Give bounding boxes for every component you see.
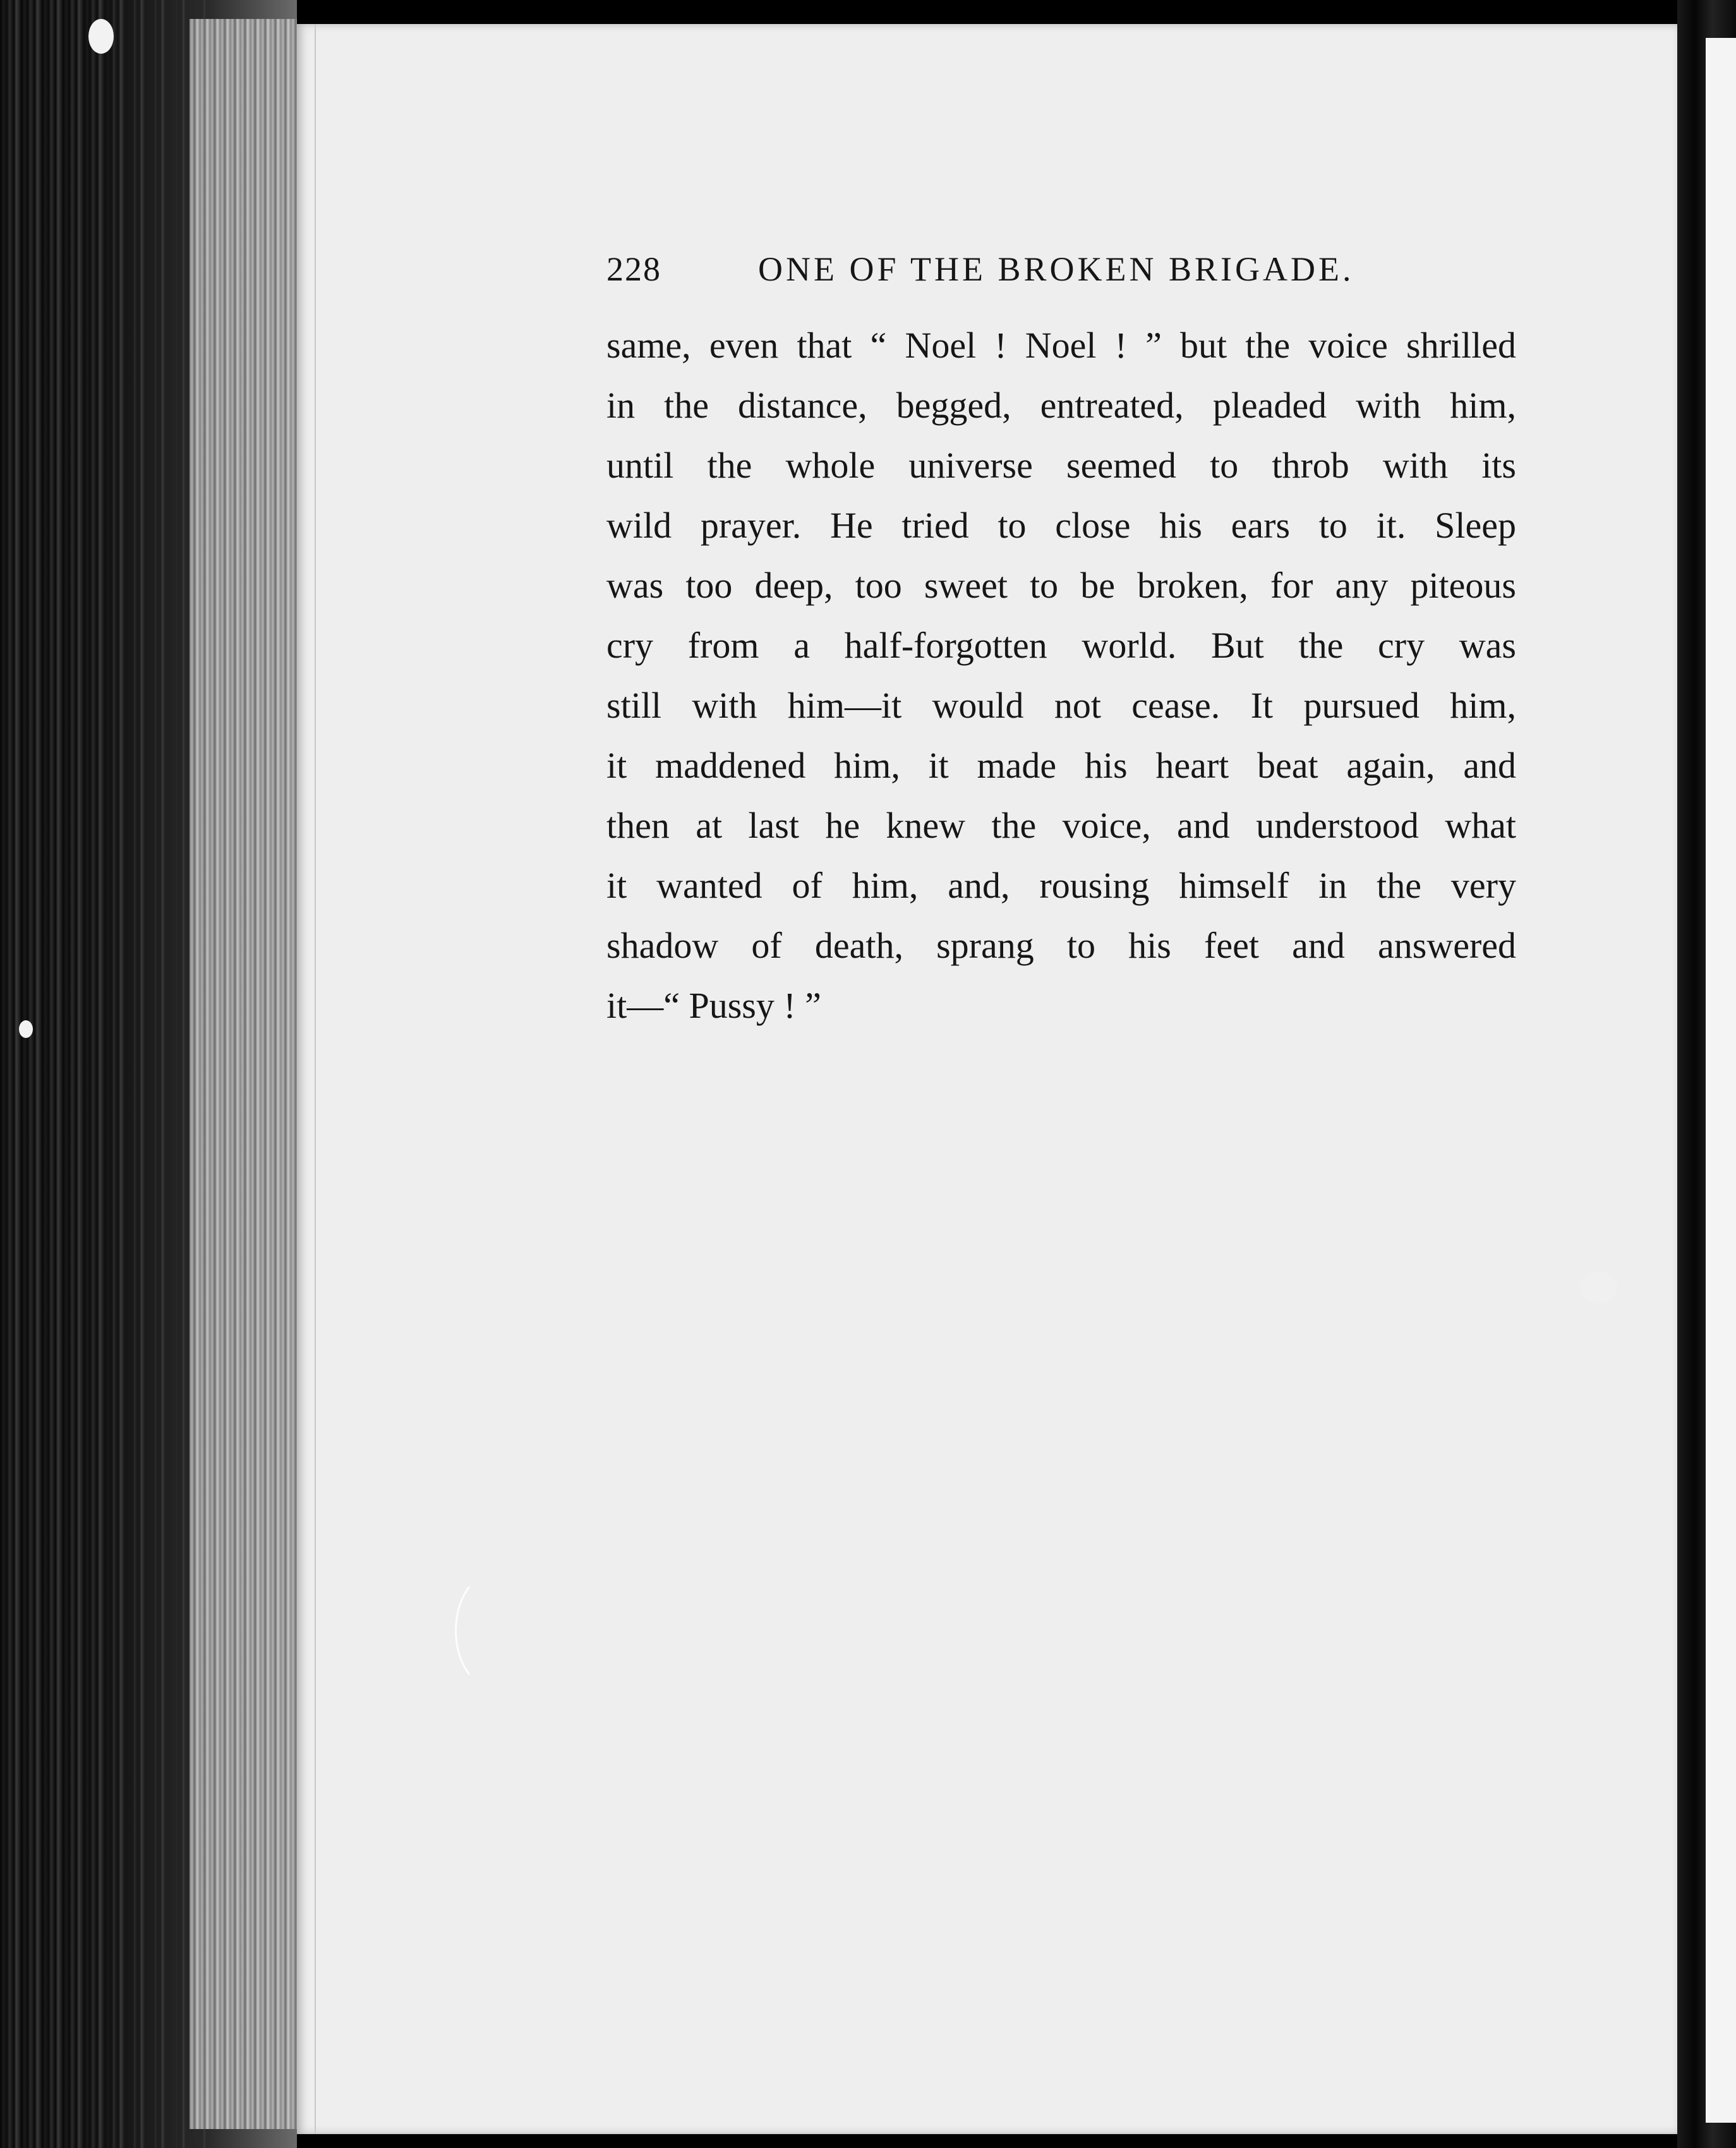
text-line: wild prayer. He tried to close his ears to it. Sleep	[606, 505, 1516, 546]
page-number: 228	[606, 250, 661, 288]
body-text	[606, 315, 1516, 1035]
text-block	[606, 250, 1516, 1035]
spine-fleck	[88, 19, 114, 54]
spine-fleck	[19, 1020, 33, 1038]
scan-top-edge	[272, 0, 1736, 24]
next-leaf-sliver	[1706, 38, 1736, 2123]
text-line: it—“ Pussy ! ”	[606, 985, 821, 1026]
paper-scratch	[455, 1572, 534, 1689]
paper-speck	[1579, 1272, 1617, 1303]
text-line: shadow of death, sprang to his feet and answered	[606, 925, 1516, 966]
text-line: same, even that “ Noel ! Noel ! ” but the voice shrilled	[606, 325, 1516, 366]
text-line: still with him—it would not cease. It pursued him,	[606, 685, 1516, 726]
book-spine	[0, 0, 297, 2148]
text-line: in the distance, begged, entreated, pleaded with him,	[606, 385, 1516, 426]
text-line: then at last he knew the voice, and understood what	[606, 805, 1516, 846]
page-gutter-line	[315, 24, 316, 2134]
text-line: was too deep, too sweet to be broken, for any piteous	[606, 565, 1516, 606]
page-edges	[190, 19, 297, 2129]
running-head	[606, 250, 1516, 306]
running-head-title: ONE OF THE BROKEN BRIGADE.	[758, 250, 1354, 288]
text-line: it wanted of him, and, rousing himself in the very	[606, 865, 1516, 906]
text-line: it maddened him, it made his heart beat again, and	[606, 745, 1516, 786]
text-line: until the whole universe seemed to throb with its	[606, 445, 1516, 486]
text-line: cry from a half-forgotten world. But the cry was	[606, 625, 1516, 666]
